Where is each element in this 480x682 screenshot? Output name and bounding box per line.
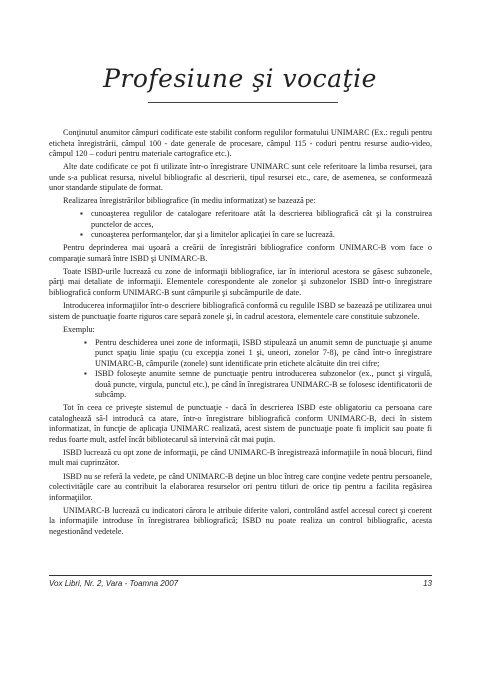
example-list <box>49 338 432 401</box>
paragraph: Introducerea informaţiilor într-o descriere bibliografică conformă cu regulile ISBD se bazează pe utilizarea unui sistem de punctuaţie foarte riguros care separă zonele şi, în cadrul acestora, elementele care constituie subzonele. <box>49 301 432 321</box>
journal-citation: Vox Libri, Nr. 2, Vara - Toamna 2007 <box>49 579 179 588</box>
list-item: ▪ cunoaşterea performanţelor, dar şi a limitelor aplicaţiei în care se lucrează. <box>91 230 432 241</box>
paragraph: Toate ISBD-urile lucrează cu zone de informaţii bibliografice, iar în interiorul acestora se găsesc subzonele, părţi mai detaliate de informaţii. Elementele corespondente ale zonelor şi subzonelor ISBD într-o înregistrare bibliografică conform UNIMARC-B sunt câmpurile şi subcâmpurile de date. <box>49 266 432 297</box>
paragraph: Alte date codificate ce pot fi utilizate într-o înregistrare UNIMARC sunt cele referitoare la limba resursei, ţara unde s-a publicat resursa, nivelul bibliografic al descrierii, tipul resursei etc., care, de asemenea, se conformează unor standarde stipulate de format. <box>49 162 432 193</box>
paragraph: ISBD lucrează cu opt zone de informaţii, pe când UNIMARC-B înregistrează informaţiile în nouă blocuri, fiind mult mai cuprinzător. <box>49 447 432 468</box>
list-item: ▪ ISBD foloseşte anumite semne de punctuaţie pentru introducerea subzonelor (ex., punct şi virgulă, două puncte, virgula, punctul etc.), pe când în înregistrarea UNIMARC-B se folosesc identificatorii de subcâmp. <box>95 369 432 401</box>
page-footer <box>49 579 432 588</box>
title-underline <box>148 102 338 103</box>
page-number: 13 <box>423 579 432 588</box>
paragraph: Realizarea înregistrărilor bibliografice (în mediu informatizat) se bazează pe: <box>63 196 316 206</box>
bullet-list <box>49 209 432 241</box>
paragraph: UNIMARC-B lucrează cu indicatori cărora le atribuie diferite valori, controlând astfel accesul corect şi coerent la informaţiile introduse în înregistrarea bibliografică; ISBD nu poate realiza un control bibliografic, acesta negestionând vedetele. <box>49 505 432 536</box>
paragraph: Pentru deprinderea mai uşoară a creării de înregistrări bibliografice conform UNIMARC-B vom face o comparaţie sumară între ISBD şi UNIMARC-B. <box>49 243 432 263</box>
list-item: ▪ cunoaşterea regulilor de catalogare referitoare atât la descrierea bibliografică cât şi la construirea punctelor de acces, <box>91 209 432 230</box>
paragraph: Conţinutul anumitor câmpuri codificate este stabilit conform regulilor formatului UNIMARC (Ex.: reguli pentru eticheta înregistrării, câmpul 100 - date generale de procesare, câmpul 115 - coduri pentru resurse audio-video, câmpul 120 – coduri pentru materiale cartografice etc.). <box>49 128 432 158</box>
list-item: ▪ Pentru deschiderea unei zone de informaţii, ISBD stipulează un anumit semn de punctuaţie şi anume punct spaţiu linie spaţiu (cu excepţia zonei 1 şi, uneori, zonelor 7-8), pe când într-o înregistrare UNIMARC-B, câmpurile (zonele) sunt identificate prin etichete alcătuite din trei cifre; <box>95 338 432 370</box>
paragraph: ISBD nu se referă la vedete, pe când UNIMARC-B deţine un bloc întreg care conţine vedete pentru persoanele, colectivităţile care au contribuit la elaborarea resurselor ori pentru titluri de orice tip pentru a facilita regăsirea informaţiilor. <box>49 471 432 502</box>
article-body <box>49 128 432 540</box>
footer-divider <box>49 575 432 576</box>
page-title: Profesiune şi vocaţie <box>103 64 377 93</box>
example-label: Exemplu: <box>63 324 95 334</box>
paragraph: Tot în ceea ce priveşte sistemul de punctuaţie - dacă în descrierea ISBD este obligatoriu ca persoana care catalogheazǎ să-l introducă ca atare, într-o înregistrare bibliografică conform UNIMARC-B, deci în sistem informatizat, în funcţie de aplicaţia UNIMARC realizată, acest sistem de punctuaţie poate fi implicit sau poate fi redus foarte mult, astfel încât bibliotecarul să intervină cât mai puţin. <box>49 403 432 444</box>
